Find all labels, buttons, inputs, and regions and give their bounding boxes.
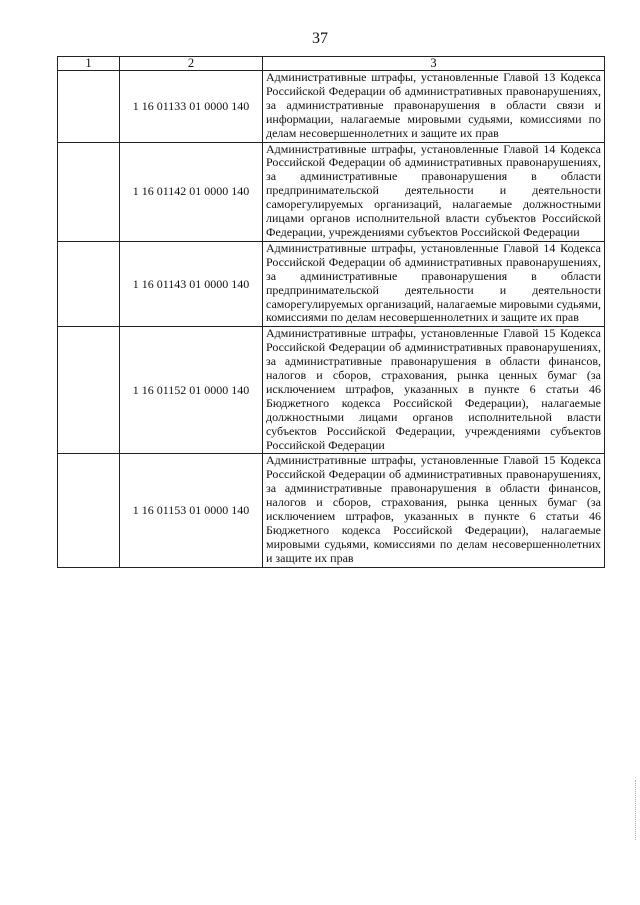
table-row <box>58 142 605 241</box>
row-number-cell <box>58 454 120 567</box>
budget-code-cell: 1 16 01152 01 0000 140 <box>120 327 263 454</box>
table-row <box>58 454 605 567</box>
budget-code-cell: 1 16 01153 01 0000 140 <box>120 454 263 567</box>
table-row <box>58 71 605 143</box>
table-row <box>58 241 605 326</box>
description-cell: Административные штрафы, установленные Главой 14 Кодекса Российской Федерации об административных правонарушениях, за административные правонарушения в области предпринимательской деятельности и деятельности саморегулируемых организаций, налагаемые мировыми судьями, комиссиями по делам несовершеннолетних и защите их прав <box>263 241 605 326</box>
description-cell: Административные штрафы, установленные Главой 15 Кодекса Российской Федерации об административных правонарушениях, за административные правонарушения в области финансов, налогов и сборов, страхования, рынка ценных бумаг (за исключением штрафов, указанных в пункте 6 статьи 46 Бюджетного кодекса Российской Федерации), налагаемые мировыми судьями, комиссиями по делам несовершеннолетних и защите их прав <box>263 454 605 567</box>
budget-code-cell: 1 16 01142 01 0000 140 <box>120 142 263 241</box>
header-col-1: 1 <box>58 57 120 71</box>
description-cell: Административные штрафы, установленные Главой 15 Кодекса Российской Федерации об административных правонарушениях, за административные правонарушения в области финансов, налогов и сборов, страхования, рынка ценных бумаг (за исключением штрафов, указанных в пункте 6 статьи 46 Бюджетного кодекса Российской Федерации), налагаемые должностными лицами органов исполнительной власти субъектов Российской Федерации, учреждениями субъектов Российской Федерации <box>263 327 605 454</box>
table-row <box>58 327 605 454</box>
row-number-cell <box>58 327 120 454</box>
budget-codes-table <box>57 56 605 568</box>
page-number: 37 <box>312 30 328 47</box>
description-cell: Административные штрафы, установленные Главой 14 Кодекса Российской Федерации об административных правонарушениях, за административные правонарушения в области предпринимательской деятельности и деятельности саморегулируемых организаций, налагаемые должностными лицами органов исполнительной власти субъектов Российской Федерации, учреждениями субъектов Российской Федерации <box>263 142 605 241</box>
scan-edge-marks <box>635 780 638 840</box>
header-col-3: 3 <box>263 57 605 71</box>
budget-code-cell: 1 16 01133 01 0000 140 <box>120 71 263 143</box>
description-cell: Административные штрафы, установленные Главой 13 Кодекса Российской Федерации об административных правонарушениях, за административные правонарушения в области связи и информации, налагаемые мировыми судьями, комиссиями по делам несовершеннолетних и защите их прав <box>263 71 605 143</box>
budget-code-cell: 1 16 01143 01 0000 140 <box>120 241 263 326</box>
row-number-cell <box>58 142 120 241</box>
table-header-row <box>58 57 605 71</box>
row-number-cell <box>58 241 120 326</box>
header-col-2: 2 <box>120 57 263 71</box>
row-number-cell <box>58 71 120 143</box>
